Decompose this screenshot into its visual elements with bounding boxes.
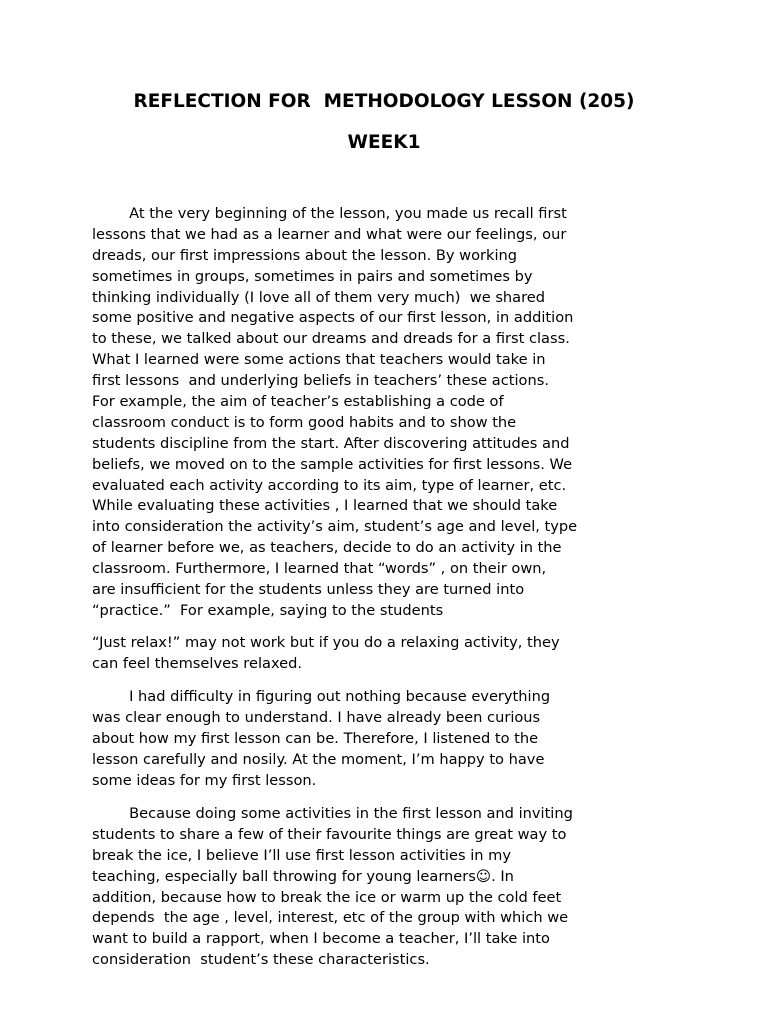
paragraph-line: students to share a few of their favourite things are great way to	[92, 825, 567, 843]
paragraph-line: “Just relax!” may not work but if you do a relaxing activity, they	[92, 634, 560, 651]
paragraph-line: beliefs, we moved on to the sample activities for first lessons. We	[92, 455, 573, 473]
paragraph-line: of learner before we, as teachers, decide to do an activity in the	[92, 539, 562, 557]
paragraph-line: teaching, especially ball throwing for young learners☺. In	[92, 867, 514, 885]
paragraph-line: some ideas for my first lesson.	[92, 771, 317, 789]
paragraph-line: break the ice, I believe I’ll use first lesson activities in my	[92, 846, 512, 864]
paragraph-3	[92, 687, 550, 791]
paragraph-line: thinking individually (I love all of them very much) we shared	[92, 288, 546, 306]
paragraph-line: want to build a rapport, when I become a teacher, I’ll take into	[92, 930, 550, 948]
paragraph-line: into consideration the activity’s aim, student’s age and level, type	[92, 518, 578, 536]
paragraph-line: classroom conduct is to form good habits and to show the	[92, 413, 517, 431]
paragraph-line: classroom. Furthermore, I learned that “words” , on their own,	[92, 560, 547, 578]
paragraph-line: For example, the aim of teacher’s establishing a code of	[92, 393, 504, 411]
paragraph-line: sometimes in groups, sometimes in pairs and sometimes by	[92, 267, 533, 285]
paragraph-2	[92, 633, 560, 675]
paragraph-4	[92, 804, 573, 971]
paragraph-line: Because doing some activities in the first lesson and inviting	[92, 805, 573, 822]
paragraph-line: evaluated each activity according to its aim, type of learner, etc.	[92, 476, 567, 494]
paragraph-line: dreads, our first impressions about the lesson. By working	[92, 246, 518, 264]
paragraph-line: was clear enough to understand. I have already been curious	[92, 708, 541, 726]
paragraph-line: I had difficulty in figuring out nothing because everything	[92, 688, 551, 705]
paragraph-line: consideration student’s these characteristics.	[92, 951, 430, 969]
paragraph-line: addition, because how to break the ice or warm up the cold feet	[92, 888, 562, 906]
paragraph-line: “practice.” For example, saying to the students	[92, 601, 444, 619]
paragraph-line: depends the age , level, interest, etc of the group with which we	[92, 909, 569, 927]
paragraph-line: What I learned were some actions that teachers would take in	[92, 351, 546, 369]
paragraph-line: first lessons and underlying beliefs in teachers’ these actions.	[92, 372, 549, 390]
paragraph-line: about how my first lesson can be. Therefore, I listened to the	[92, 729, 539, 747]
paragraph-1	[92, 204, 577, 622]
paragraph-line: to these, we talked about our dreams and dreads for a first class.	[92, 330, 570, 348]
paragraph-line: While evaluating these activities , I learned that we should take	[92, 497, 558, 515]
paragraph-line: At the very beginning of the lesson, you made us recall first	[92, 205, 567, 222]
paragraph-line: some positive and negative aspects of our first lesson, in addition	[92, 309, 574, 327]
paragraph-line: students discipline from the start. After discovering attitudes and	[92, 434, 570, 452]
paragraph-line: lesson carefully and nosily. At the moment, I’m happy to have	[92, 750, 545, 768]
paragraph-line: lessons that we had as a learner and what were our feelings, our	[92, 225, 567, 243]
document-subtitle: WEEK1	[347, 132, 421, 153]
document-title: REFLECTION FOR METHODOLOGY LESSON (205)	[133, 91, 635, 112]
paragraph-line: can feel themselves relaxed.	[92, 654, 303, 672]
paragraph-line: are insufficient for the students unless they are turned into	[92, 581, 525, 599]
